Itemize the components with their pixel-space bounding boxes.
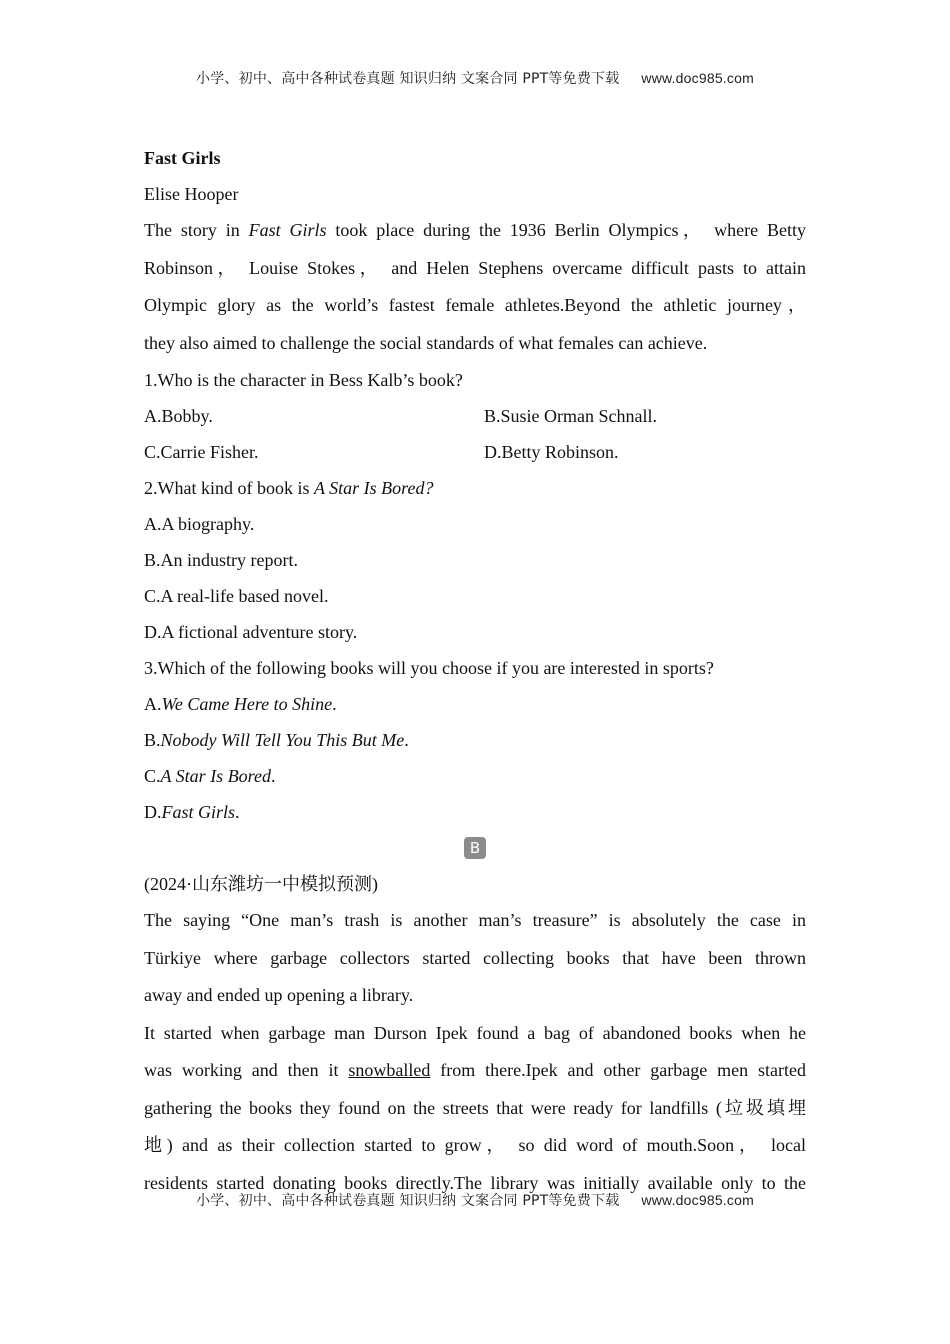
option-a: A.Bobby.	[144, 406, 213, 426]
paragraph-line: Robinson， Louise Stokes， and Helen Stephens overcame difficult pasts to attain	[144, 257, 806, 278]
paragraph-line: residents started donating books directly.The library was initially available only to the	[144, 1172, 806, 1193]
option-d: D.Fast Girls.	[144, 802, 240, 822]
paragraph-line: away and ended up opening a library.	[144, 985, 414, 1005]
passage-paragraph-2	[144, 1015, 806, 1203]
paragraph-line: 地) and as their collection started to grow， so did word of mouth.Soon， local	[144, 1135, 806, 1155]
paragraph-line: Türkiye where garbage collectors started collecting books that have been thrown	[144, 947, 806, 968]
document-body	[144, 140, 806, 1202]
passage-source: (2024·山东潍坊一中模拟预测)	[144, 874, 378, 894]
passage-paragraph-1	[144, 902, 806, 1015]
book-title: Fast Girls	[144, 148, 221, 168]
option-b: B.Susie Orman Schnall.	[484, 406, 657, 426]
section-b-marker	[144, 830, 806, 866]
question-1-stem: 1.Who is the character in Bess Kalb’s book?	[144, 370, 463, 390]
paragraph-line: was working and then it snowballed from there.Ipek and other garbage men started	[144, 1060, 806, 1080]
paragraph-line: Olympic glory as the world’s fastest female athletes.Beyond the athletic journey，	[144, 295, 806, 315]
option-c: C.A Star Is Bored.	[144, 766, 276, 786]
section-b-badge: B	[464, 837, 486, 859]
option-b: B.An industry report.	[144, 550, 298, 570]
book-description	[144, 212, 806, 362]
underlined-word: snowballed	[348, 1060, 431, 1080]
option-a: A.We Came Here to Shine.	[144, 694, 337, 714]
option-c: C.Carrie Fisher.	[144, 442, 259, 462]
footer-text: 小学、初中、高中各种试卷真题 知识归纳 文案合同 PPT等免费下载	[196, 1193, 620, 1209]
paragraph-line: It started when garbage man Durson Ipek found a bag of abandoned books when he	[144, 1022, 806, 1043]
option-c: C.A real-life based novel.	[144, 586, 329, 606]
header-site: www.doc985.com	[641, 70, 754, 86]
option-d: D.A fictional adventure story.	[144, 622, 358, 642]
question-1-options-row	[144, 398, 806, 434]
option-d: D.Betty Robinson.	[484, 442, 619, 462]
footer-site: www.doc985.com	[641, 1192, 754, 1208]
page-footer	[0, 1190, 950, 1210]
paragraph-line: The saying “One man’s trash is another man’s treasure” is absolutely the case in	[144, 910, 806, 930]
paragraph-line: gathering the books they found on the streets that were ready for landfills (垃圾填埋	[144, 1097, 806, 1118]
book-author: Elise Hooper	[144, 184, 239, 204]
question-1-options-row	[144, 434, 806, 470]
page-header	[0, 68, 950, 88]
header-text: 小学、初中、高中各种试卷真题 知识归纳 文案合同 PPT等免费下载	[196, 71, 620, 87]
option-b: B.Nobody Will Tell You This But Me.	[144, 730, 409, 750]
option-a: A.A biography.	[144, 514, 255, 534]
paragraph-line: they also aimed to challenge the social standards of what females can achieve.	[144, 332, 708, 353]
question-2-stem: 2.What kind of book is A Star Is Bored?	[144, 478, 434, 498]
question-3-stem: 3.Which of the following books will you choose if you are interested in sports?	[144, 658, 714, 678]
paragraph-line: The story in Fast Girls took place during the 1936 Berlin Olympics， where Betty	[144, 220, 806, 240]
